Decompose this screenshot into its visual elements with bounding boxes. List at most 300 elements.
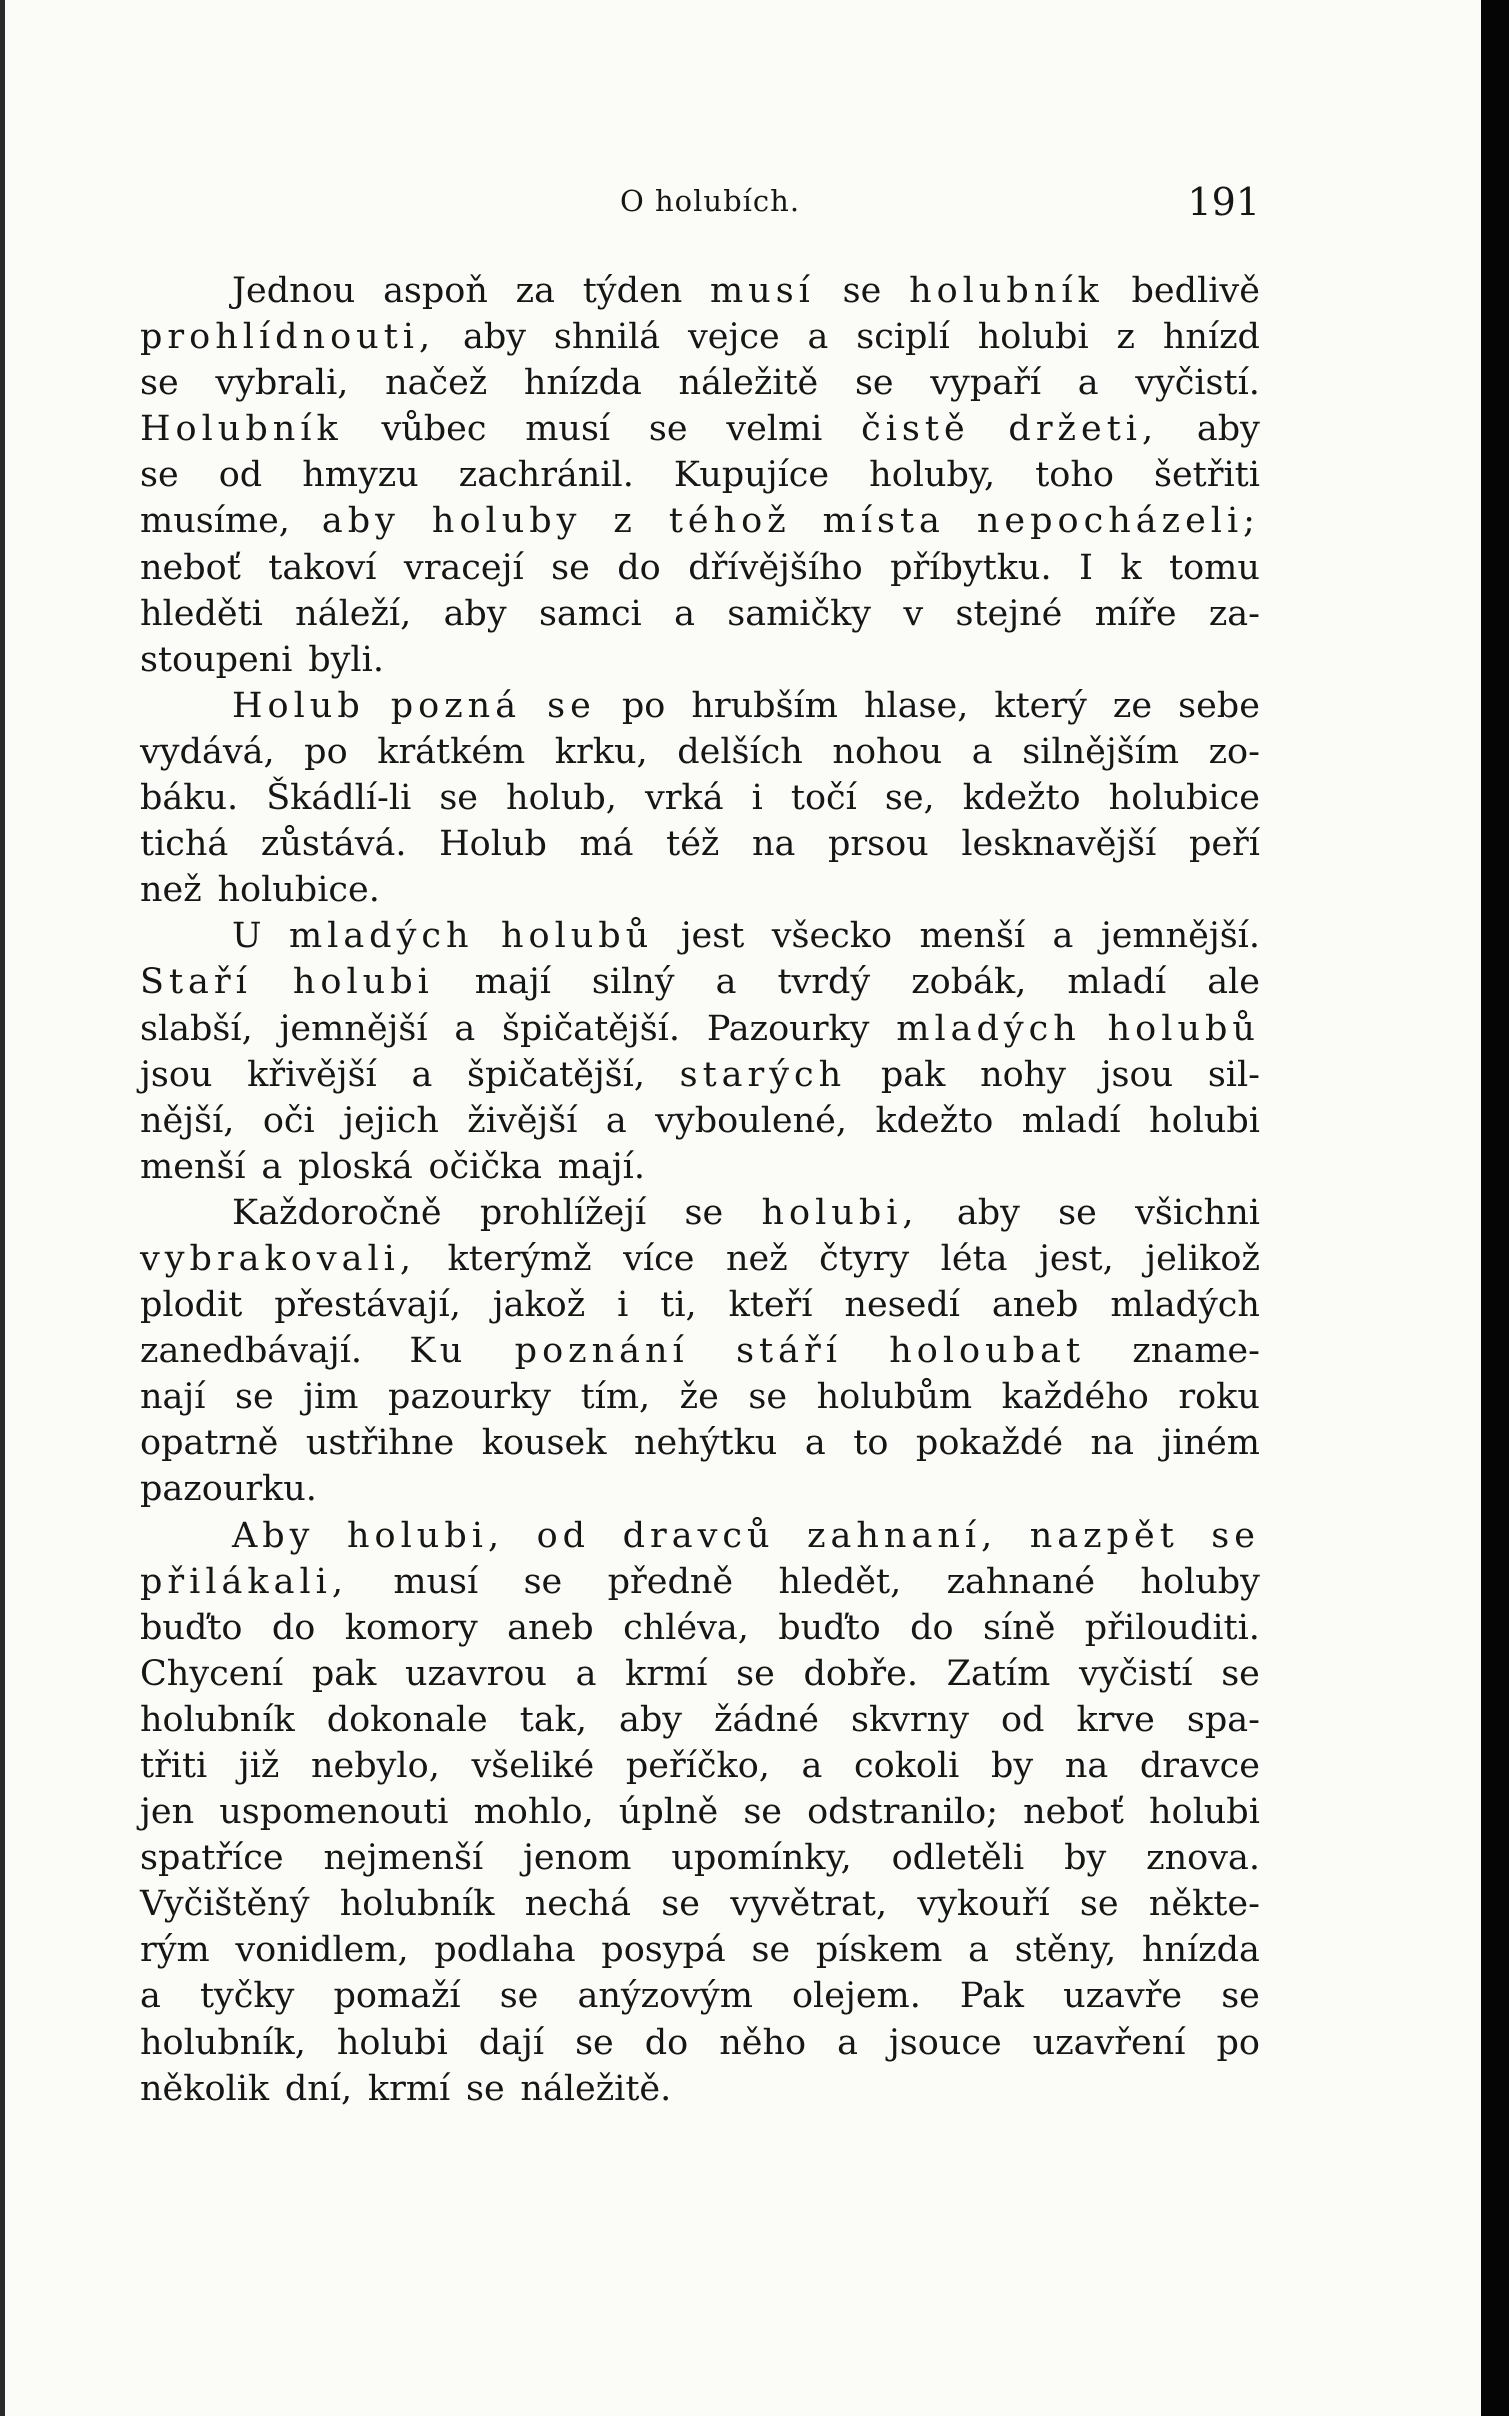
word: holuby, <box>869 455 996 496</box>
text-line <box>140 1420 1260 1466</box>
word: kterýmž <box>447 1238 592 1279</box>
word: holubi <box>1148 1792 1260 1833</box>
word: vydává, <box>140 731 275 772</box>
word: aby <box>956 1192 1020 1233</box>
text-line <box>140 821 1260 867</box>
word: musíme, <box>140 501 290 542</box>
word: musí <box>525 409 611 450</box>
word: holubník <box>339 1884 495 1925</box>
word: a <box>261 1146 283 1187</box>
text-line <box>140 683 1260 729</box>
word: jelikož <box>1145 1238 1260 1279</box>
word: mladí <box>1021 1100 1121 1141</box>
word: místa <box>822 501 945 542</box>
word: na <box>751 824 796 865</box>
word: všichni <box>1135 1192 1260 1233</box>
word: tvrdý <box>777 962 871 1003</box>
word: než <box>140 870 202 911</box>
word: mohlo, <box>473 1792 594 1833</box>
word: toho <box>1035 455 1114 496</box>
word: upomínky, <box>671 1838 852 1879</box>
word: Chycení <box>140 1653 284 1694</box>
word: přilouditi. <box>1084 1607 1260 1648</box>
word: síně <box>983 1607 1056 1648</box>
word: ale <box>1207 962 1260 1003</box>
word: krmí <box>367 2068 451 2109</box>
word: hnízd <box>1162 317 1260 358</box>
word: aspoň <box>383 271 488 311</box>
word: pak <box>311 1653 377 1694</box>
word: držeti, <box>1008 409 1159 450</box>
text-line <box>140 913 1260 959</box>
word: vyvětrat, <box>730 1884 888 1925</box>
word: kousek <box>481 1423 607 1464</box>
word: menší <box>919 916 1026 957</box>
page-header <box>140 180 1260 230</box>
word: Pazourky <box>706 1008 870 1049</box>
word: Vyčištěný <box>140 1884 310 1925</box>
word: Staří <box>140 962 252 1003</box>
word: jim <box>303 1377 359 1418</box>
word: kteří <box>728 1285 813 1326</box>
word: od <box>218 455 263 496</box>
word: na <box>1090 1423 1134 1464</box>
word: nejmenší <box>323 1838 484 1879</box>
word: prohlížejí <box>479 1192 647 1233</box>
word: léta <box>940 1238 1008 1279</box>
word: a <box>674 593 695 634</box>
word: znova. <box>1146 1838 1260 1879</box>
word: to <box>853 1423 889 1464</box>
word: holubník <box>140 1699 295 1740</box>
word: více <box>623 1238 695 1279</box>
word: chléva, <box>623 1607 749 1648</box>
word: lesknavější <box>961 824 1157 865</box>
word: a <box>411 1054 433 1095</box>
word: zachránil. <box>458 455 634 496</box>
word: se <box>736 1653 775 1694</box>
running-head: O holubích. <box>620 184 801 218</box>
word: holubi <box>336 2022 448 2063</box>
word: se <box>547 685 596 726</box>
word: a <box>807 317 829 358</box>
word: odletěli <box>891 1838 1025 1879</box>
word: skvrny <box>850 1699 969 1740</box>
word: ti, <box>660 1285 697 1326</box>
word: zname- <box>1132 1331 1260 1372</box>
word: se <box>648 409 688 450</box>
word: se <box>1058 1192 1097 1233</box>
word: míře <box>1094 593 1177 634</box>
word: musí <box>709 271 815 311</box>
text-line <box>140 406 1260 452</box>
word: všeliké <box>471 1746 595 1786</box>
word: holubů <box>500 916 654 957</box>
word: Kupujíce <box>673 455 830 496</box>
word: se <box>1211 1515 1260 1556</box>
word: holoubat <box>889 1331 1086 1372</box>
word: uspomenouti <box>219 1792 449 1833</box>
word: vracejí <box>403 547 524 588</box>
word: silnějším <box>1022 731 1180 772</box>
word: sebe <box>1178 685 1260 726</box>
text-line <box>140 268 1260 314</box>
word: i <box>751 778 763 819</box>
word: roku <box>1178 1377 1260 1418</box>
word: též <box>666 824 720 865</box>
word: ploská <box>297 1146 413 1187</box>
word: již <box>238 1746 280 1786</box>
word: do <box>617 547 661 588</box>
word: slabší, <box>140 1008 253 1049</box>
word: a <box>454 1008 476 1049</box>
word: stoupeni <box>140 639 293 680</box>
word: týden <box>582 271 683 311</box>
word: čistě <box>861 409 970 450</box>
word: že <box>679 1377 719 1418</box>
word: do <box>910 1607 954 1648</box>
word: jest <box>680 916 745 957</box>
word: anýzovým <box>577 1976 753 2017</box>
word: se <box>499 1976 539 2017</box>
word: do <box>271 1607 316 1648</box>
word: se, <box>884 778 935 819</box>
word: nají <box>140 1377 206 1418</box>
text-line <box>140 867 1260 913</box>
word: všecko <box>771 916 893 957</box>
word: jsouce <box>888 2022 1002 2063</box>
page-number: 191 <box>1187 180 1260 224</box>
word: načež <box>385 363 488 404</box>
word: holubi, <box>761 1192 919 1233</box>
word: se <box>140 363 179 404</box>
word: peříčko, <box>625 1746 770 1786</box>
word: náleží, <box>295 593 412 634</box>
word: pokaždé <box>915 1423 1064 1464</box>
word: úplně <box>618 1792 719 1833</box>
word: tak, <box>519 1699 588 1740</box>
text-line <box>140 452 1260 498</box>
text-line <box>140 1513 1260 1559</box>
word: k <box>1120 547 1142 588</box>
text-line <box>140 1743 1260 1789</box>
word: podlaha <box>434 1930 576 1971</box>
word: jemnější <box>279 1008 428 1049</box>
word: se <box>439 778 478 819</box>
word: a <box>971 731 993 772</box>
word: Škádlí-li <box>266 778 412 819</box>
word: bedlivě <box>1131 271 1260 311</box>
word: nepocházeli; <box>976 501 1260 542</box>
text-line <box>140 1374 1260 1420</box>
word: se <box>661 1884 700 1925</box>
word: se <box>1221 1976 1260 2017</box>
word: a <box>1052 916 1074 957</box>
word: vybrali, <box>215 363 349 404</box>
text-line <box>140 2020 1260 2066</box>
word: nechá <box>524 1884 631 1925</box>
word: nohou <box>832 731 943 772</box>
word: samci <box>538 593 642 634</box>
word: jest, <box>1039 1238 1114 1279</box>
word: cokoli <box>854 1746 960 1786</box>
word: posypá <box>601 1930 726 1971</box>
word: se <box>743 1792 783 1833</box>
word: holubi <box>977 317 1089 358</box>
word: za <box>515 271 555 311</box>
word: takoví <box>268 547 377 588</box>
word: vybrakovali, <box>140 1238 416 1279</box>
word: mladých <box>896 1008 1081 1049</box>
text-line <box>140 360 1260 406</box>
word: předně <box>607 1561 734 1602</box>
word: příbytku. <box>890 547 1052 588</box>
text-line <box>140 1006 1260 1052</box>
text-line <box>140 1973 1260 2019</box>
word: peří <box>1188 824 1260 865</box>
word: aby <box>462 317 526 358</box>
word: dají <box>478 2022 545 2063</box>
word: a <box>804 1423 826 1464</box>
word: tomu <box>1169 547 1260 588</box>
word: a <box>837 2022 858 2063</box>
word: sciplí <box>856 317 950 358</box>
word: vonidlem, <box>235 1930 409 1971</box>
word: holubů <box>1107 1008 1260 1049</box>
text-line <box>140 1697 1260 1743</box>
word: buďto <box>778 1607 881 1648</box>
word: Ku <box>409 1331 468 1372</box>
word: se <box>854 363 894 404</box>
word: holub, <box>506 778 617 819</box>
word: odstranilo; <box>807 1792 998 1833</box>
word: shnilá <box>553 317 661 358</box>
word: Jednou <box>232 271 356 311</box>
word: mladých <box>288 916 474 957</box>
word: krve <box>1076 1699 1155 1740</box>
word: hrubším <box>691 685 838 726</box>
word: špičatější. <box>502 1008 680 1049</box>
word: jejich <box>343 1100 439 1141</box>
word: po <box>1216 2022 1260 2063</box>
word: mladí <box>1067 962 1167 1003</box>
word: aby <box>443 593 507 634</box>
word: každého <box>1001 1377 1149 1418</box>
word: jakož <box>492 1285 586 1326</box>
word: se <box>842 271 882 311</box>
word: vyčistí. <box>1135 363 1260 404</box>
word: v <box>903 593 924 634</box>
word: dravců <box>622 1515 775 1556</box>
word: Zatím <box>946 1653 1051 1694</box>
word: Holubník <box>140 409 343 450</box>
word: se <box>235 1377 274 1418</box>
word: náležitě <box>678 363 819 404</box>
word: a <box>968 1930 990 1971</box>
word: pomaží <box>333 1976 461 2017</box>
word: vykouří <box>917 1884 1050 1925</box>
text-line <box>140 1605 1260 1651</box>
word: dobře. <box>803 1653 918 1694</box>
word: z <box>1116 317 1135 358</box>
word: Pak <box>959 1976 1024 2017</box>
word: buďto <box>140 1607 243 1648</box>
word: má <box>579 824 634 865</box>
word: uzavrou <box>404 1653 547 1694</box>
word: kdežto <box>962 778 1081 819</box>
word: náležitě. <box>520 2068 672 2109</box>
word: hledět, <box>778 1561 902 1602</box>
word: a <box>575 1653 597 1694</box>
word: holubi <box>292 962 434 1003</box>
word: uzavření <box>1032 2022 1186 2063</box>
word: stěny, <box>1014 1930 1117 1971</box>
word: U <box>232 916 262 957</box>
word: oči <box>262 1100 315 1141</box>
word: pak <box>880 1054 946 1095</box>
word: po <box>304 731 348 772</box>
word: aby <box>1196 409 1260 450</box>
text-line <box>140 637 1260 683</box>
word: nazpět <box>1029 1515 1179 1556</box>
word: od <box>536 1515 591 1556</box>
word: by <box>1064 1838 1107 1879</box>
word: jemnější. <box>1100 916 1260 957</box>
word: vrká <box>644 778 724 819</box>
text-line <box>140 1789 1260 1835</box>
word: přestávají, <box>274 1285 461 1326</box>
word: a <box>140 1976 161 2017</box>
word: aby <box>321 501 400 542</box>
text-line <box>140 1328 1260 1374</box>
word: zanedbávají. <box>140 1331 363 1372</box>
word: dřívějšího <box>688 547 863 588</box>
word: hlase, <box>863 685 969 726</box>
word: vyboulené, <box>655 1100 848 1141</box>
word: holubi <box>1149 1100 1260 1141</box>
word: menší <box>140 1146 246 1187</box>
word: rým <box>140 1930 210 1971</box>
word: ze <box>1112 685 1153 726</box>
word: zobák, <box>911 962 1027 1003</box>
word: krátkém <box>377 731 526 772</box>
word: se <box>465 2068 505 2109</box>
word: samičky <box>727 593 872 634</box>
word: holubice <box>1108 778 1260 819</box>
word: pozná <box>390 685 522 726</box>
word: starých <box>679 1054 847 1095</box>
word: I <box>1079 547 1093 588</box>
word: téhož <box>668 501 791 542</box>
word: hmyzu <box>302 455 419 496</box>
text-line <box>140 1190 1260 1236</box>
word: jen <box>140 1792 195 1833</box>
word: vůbec <box>381 409 487 450</box>
word: zahnaní, <box>807 1515 998 1556</box>
word: krku, <box>554 731 648 772</box>
word: se <box>1079 1884 1119 1925</box>
word: komory <box>344 1607 478 1648</box>
word: silný <box>591 962 675 1003</box>
word: na <box>1064 1746 1109 1786</box>
word: kdežto <box>875 1100 994 1141</box>
text-line <box>140 959 1260 1005</box>
word: nebylo, <box>311 1746 440 1786</box>
word: zo- <box>1208 731 1260 772</box>
word: holubník, <box>140 2022 306 2063</box>
body-text <box>140 268 1260 2112</box>
text-line <box>140 1927 1260 1973</box>
word: jiném <box>1161 1423 1260 1464</box>
word: Holub <box>232 685 365 726</box>
word: plodit <box>140 1285 243 1326</box>
word: přilákali, <box>140 1561 348 1602</box>
word: velmi <box>726 409 823 450</box>
word: křivější <box>247 1054 377 1095</box>
text-line <box>140 1236 1260 1282</box>
word: hleděti <box>140 593 263 634</box>
word: nesedí <box>844 1285 960 1326</box>
word: sil- <box>1207 1054 1260 1095</box>
word: ustřihne <box>305 1423 455 1464</box>
text-line <box>140 545 1260 591</box>
word: hnízda <box>523 363 642 404</box>
word: do <box>644 2022 689 2063</box>
text-line <box>140 498 1260 544</box>
scan-left-edge <box>0 0 5 2416</box>
text-line <box>140 314 1260 360</box>
word: nehýtku <box>633 1423 778 1464</box>
text-line <box>140 1144 1260 1190</box>
word: od <box>1000 1699 1045 1740</box>
word: jsou <box>140 1054 213 1095</box>
word: něho <box>719 2022 807 2063</box>
word: a <box>1077 363 1099 404</box>
word: Holub <box>439 824 547 865</box>
word: uzavře <box>1063 1976 1183 2017</box>
word: stáří <box>736 1331 842 1372</box>
word: tím, <box>580 1377 651 1418</box>
word: krmí <box>625 1653 708 1694</box>
word: hnízda <box>1141 1930 1260 1971</box>
word: spa- <box>1186 1699 1260 1740</box>
word: báku. <box>140 778 239 819</box>
word: i <box>617 1285 629 1326</box>
word: který <box>994 685 1087 726</box>
word: zůstává. <box>260 824 407 865</box>
word: Aby <box>232 1515 315 1556</box>
word: holubice. <box>217 870 380 911</box>
word: poznání <box>514 1331 689 1372</box>
word: tyčky <box>199 1976 295 2017</box>
word: se <box>1221 1653 1260 1694</box>
word: pazourku. <box>140 1469 317 1510</box>
word: někte- <box>1148 1884 1260 1925</box>
word: aneb <box>991 1285 1079 1326</box>
text-line <box>140 1282 1260 1328</box>
word: stejné <box>955 593 1063 634</box>
word: jsou <box>1100 1054 1174 1095</box>
text-line <box>140 2066 1260 2112</box>
word: dní, <box>284 2068 353 2109</box>
word: živější <box>467 1100 578 1141</box>
word: holuby <box>431 501 582 542</box>
word: po <box>621 685 666 726</box>
word: dravce <box>1139 1746 1260 1786</box>
word: se <box>140 455 179 496</box>
word: neboť <box>140 547 241 588</box>
word: vejce <box>688 317 780 358</box>
